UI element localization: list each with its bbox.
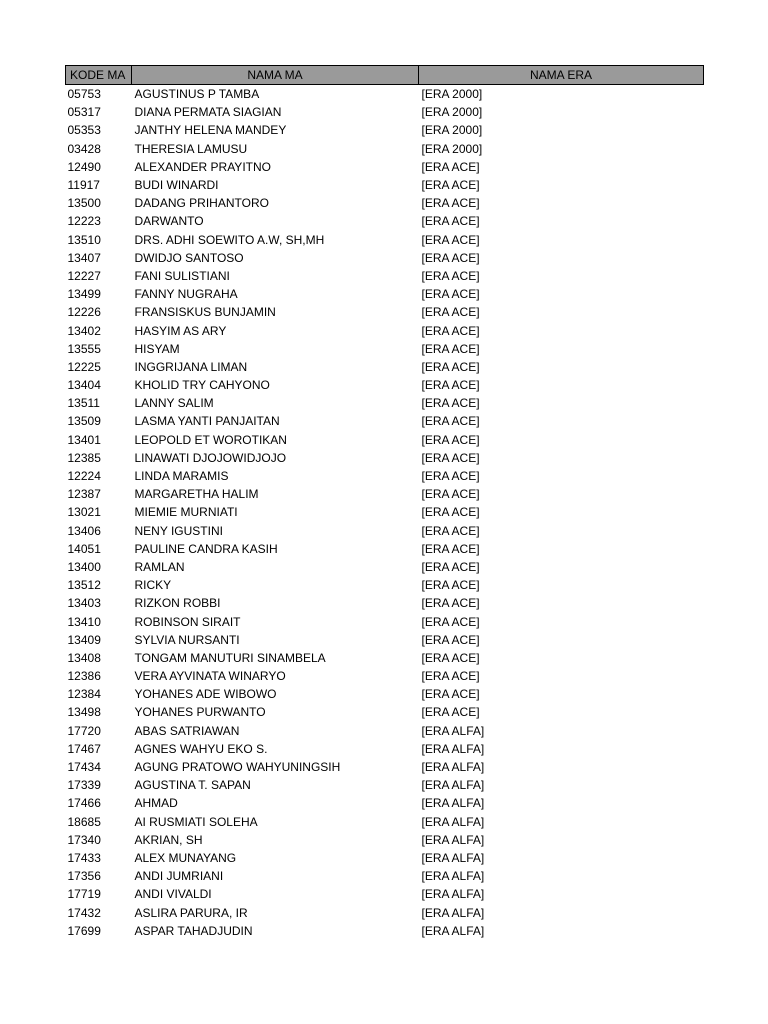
cell-kode-ma: 05753 (67, 87, 101, 102)
cell-nama-ma: ANDI JUMRIANI (134, 869, 224, 884)
table-row (66, 158, 704, 176)
cell-kode-ma: 13409 (67, 632, 101, 647)
table-row (66, 522, 704, 540)
cell-nama-ma: SYLVIA NURSANTI (134, 632, 240, 647)
table-row (66, 176, 704, 194)
data-table (65, 65, 704, 940)
cell-nama-ma: ASPAR TAHADJUDIN (134, 923, 253, 938)
header-nama-ma: NAMA MA (132, 66, 419, 85)
table-row (66, 667, 704, 685)
table-row (66, 794, 704, 812)
cell-kode-ma: 13403 (67, 596, 101, 611)
cell-nama-ma: DWIDJO SANTOSO (134, 250, 244, 265)
cell-nama-era: [ERA ACE] (421, 214, 480, 229)
cell-kode-ma: 13406 (67, 523, 101, 538)
cell-nama-era: [ERA ACE] (421, 178, 480, 193)
cell-kode-ma: 13402 (67, 323, 101, 338)
cell-nama-ma: AGUNG PRATOWO WAHYUNINGSIH (134, 760, 341, 775)
header-row (66, 66, 704, 85)
cell-nama-era: [ERA ACE] (421, 469, 480, 484)
cell-nama-era: [ERA ACE] (421, 505, 480, 520)
cell-kode-ma: 12223 (67, 214, 101, 229)
cell-nama-ma: ANDI VIVALDI (134, 887, 212, 902)
table-row (66, 558, 704, 576)
cell-nama-era: [ERA ACE] (421, 250, 480, 265)
cell-nama-era: [ERA ACE] (421, 323, 480, 338)
cell-nama-ma: BUDI WINARDI (134, 178, 219, 193)
cell-nama-era: [ERA ACE] (421, 287, 480, 302)
cell-nama-ma: RIZKON ROBBI (134, 596, 221, 611)
cell-nama-ma: AGUSTINA T. SAPAN (134, 778, 251, 793)
table-row (66, 813, 704, 831)
cell-nama-era: [ERA ACE] (421, 432, 480, 447)
table-row (66, 103, 704, 121)
cell-nama-ma: ALEX MUNAYANG (134, 850, 237, 865)
cell-kode-ma: 12384 (67, 687, 101, 702)
cell-nama-era: [ERA ACE] (421, 396, 480, 411)
cell-nama-era: [ERA ALFA] (421, 796, 485, 811)
table-row (66, 722, 704, 740)
cell-kode-ma: 12224 (67, 469, 101, 484)
table-row (66, 449, 704, 467)
cell-nama-era: [ERA ACE] (421, 232, 480, 247)
cell-nama-ma: AKRIAN, SH (134, 832, 203, 847)
cell-kode-ma: 13499 (67, 287, 101, 302)
cell-nama-ma: FANI SULISTIANI (134, 268, 230, 283)
cell-kode-ma: 03428 (67, 141, 101, 156)
table-row (66, 540, 704, 558)
table-row (66, 740, 704, 758)
cell-nama-era: [ERA ACE] (421, 596, 480, 611)
cell-nama-era: [ERA ACE] (421, 523, 480, 538)
table-row (66, 121, 704, 139)
table-row (66, 503, 704, 521)
cell-nama-era: [ERA ACE] (421, 687, 480, 702)
cell-nama-ma: AI RUSMIATI SOLEHA (134, 814, 258, 829)
cell-nama-ma: AGNES WAHYU EKO S. (134, 741, 268, 756)
cell-nama-ma: MARGARETHA HALIM (134, 487, 259, 502)
table-row (66, 631, 704, 649)
table-row (66, 867, 704, 885)
cell-nama-ma: ROBINSON SIRAIT (134, 614, 241, 629)
spreadsheet-sheet (65, 65, 703, 940)
cell-nama-ma: INGGRIJANA LIMAN (134, 359, 248, 374)
table-row (66, 358, 704, 376)
cell-nama-era: [ERA 2000] (421, 141, 483, 156)
table-row (66, 776, 704, 794)
table-row (66, 885, 704, 903)
cell-kode-ma: 12386 (67, 669, 101, 684)
cell-nama-era: [ERA ACE] (421, 159, 480, 174)
cell-nama-ma: YOHANES PURWANTO (134, 705, 266, 720)
cell-nama-era: [ERA ACE] (421, 614, 480, 629)
cell-kode-ma: 13407 (67, 250, 101, 265)
cell-nama-ma: KHOLID TRY CAHYONO (134, 378, 270, 393)
cell-kode-ma: 13400 (67, 559, 101, 574)
cell-kode-ma: 17466 (67, 796, 101, 811)
cell-kode-ma: 17719 (67, 887, 101, 902)
table-row (66, 594, 704, 612)
cell-nama-era: [ERA ALFA] (421, 723, 485, 738)
cell-nama-ma: HISYAM (134, 341, 180, 356)
cell-kode-ma: 13512 (67, 578, 101, 593)
cell-nama-ma: YOHANES ADE WIBOWO (134, 687, 277, 702)
cell-nama-ma: PAULINE CANDRA KASIH (134, 541, 278, 556)
cell-nama-ma: LINAWATI DJOJOWIDJOJO (134, 450, 287, 465)
cell-nama-era: [ERA ACE] (421, 196, 480, 211)
cell-nama-ma: HASYIM AS ARY (134, 323, 227, 338)
cell-kode-ma: 18685 (67, 814, 101, 829)
cell-nama-ma: DADANG PRIHANTORO (134, 196, 269, 211)
table-row (66, 612, 704, 630)
cell-nama-ma: ALEXANDER PRAYITNO (134, 159, 271, 174)
cell-nama-era: [ERA ACE] (421, 378, 480, 393)
table-row (66, 267, 704, 285)
table-row (66, 485, 704, 503)
table-row (66, 140, 704, 158)
table-row (66, 649, 704, 667)
cell-nama-ma: RICKY (134, 578, 172, 593)
table-row (66, 412, 704, 430)
cell-kode-ma: 12226 (67, 305, 101, 320)
table-row (66, 394, 704, 412)
cell-nama-era: [ERA ACE] (421, 450, 480, 465)
cell-nama-era: [ERA ALFA] (421, 869, 485, 884)
table-row (66, 194, 704, 212)
cell-kode-ma: 13410 (67, 614, 101, 629)
cell-kode-ma: 05317 (67, 105, 101, 120)
cell-nama-era: [ERA ACE] (421, 650, 480, 665)
cell-kode-ma: 12225 (67, 359, 101, 374)
table-row (66, 685, 704, 703)
cell-nama-ma: RAMLAN (134, 559, 185, 574)
cell-nama-ma: NENY IGUSTINI (134, 523, 223, 538)
cell-nama-ma: LINDA MARAMIS (134, 469, 229, 484)
cell-nama-era: [ERA ACE] (421, 541, 480, 556)
cell-nama-era: [ERA 2000] (421, 87, 483, 102)
cell-nama-era: [ERA ACE] (421, 578, 480, 593)
cell-nama-ma: VERA AYVINATA WINARYO (134, 669, 286, 684)
cell-nama-era: [ERA 2000] (421, 105, 483, 120)
cell-nama-era: [ERA 2000] (421, 123, 483, 138)
table-row (66, 758, 704, 776)
table-row (66, 467, 704, 485)
cell-nama-era: [ERA ACE] (421, 487, 480, 502)
cell-kode-ma: 17356 (67, 869, 101, 884)
cell-nama-era: [ERA ACE] (421, 268, 480, 283)
cell-nama-ma: AGUSTINUS P TAMBA (134, 87, 260, 102)
cell-kode-ma: 13498 (67, 705, 101, 720)
cell-kode-ma: 17699 (67, 923, 101, 938)
table-row (66, 231, 704, 249)
cell-nama-ma: LANNY SALIM (134, 396, 214, 411)
cell-nama-ma: JANTHY HELENA MANDEY (134, 123, 287, 138)
cell-kode-ma: 12387 (67, 487, 101, 502)
cell-nama-era: [ERA ALFA] (421, 760, 485, 775)
cell-nama-era: [ERA ACE] (421, 341, 480, 356)
cell-nama-ma: AHMAD (134, 796, 178, 811)
cell-kode-ma: 13021 (67, 505, 101, 520)
table-row (66, 703, 704, 721)
cell-kode-ma: 13500 (67, 196, 101, 211)
cell-kode-ma: 13511 (67, 396, 100, 411)
cell-kode-ma: 11917 (67, 178, 100, 193)
table-row (66, 340, 704, 358)
cell-nama-ma: ASLIRA PARURA, IR (134, 905, 248, 920)
cell-nama-ma: DARWANTO (134, 214, 204, 229)
cell-kode-ma: 13555 (67, 341, 101, 356)
cell-nama-ma: LASMA YANTI PANJAITAN (134, 414, 280, 429)
cell-kode-ma: 17467 (67, 741, 101, 756)
header-kode-ma: KODE MA (66, 66, 132, 85)
cell-kode-ma: 12385 (67, 450, 101, 465)
cell-kode-ma: 13401 (67, 432, 101, 447)
cell-kode-ma: 12227 (67, 268, 101, 283)
table-row (66, 576, 704, 594)
cell-nama-ma: THERESIA LAMUSU (134, 141, 248, 156)
cell-nama-era: [ERA ACE] (421, 669, 480, 684)
table-row (66, 321, 704, 339)
cell-kode-ma: 13408 (67, 650, 101, 665)
cell-nama-ma: MIEMIE MURNIATI (134, 505, 238, 520)
cell-nama-ma: ABAS SATRIAWAN (134, 723, 240, 738)
header-nama-era: NAMA ERA (419, 66, 704, 85)
table-row (66, 285, 704, 303)
cell-kode-ma: 13404 (67, 378, 101, 393)
cell-nama-era: [ERA ALFA] (421, 850, 485, 865)
table-row (66, 849, 704, 867)
cell-kode-ma: 17339 (67, 778, 101, 793)
cell-kode-ma: 17433 (67, 850, 101, 865)
cell-nama-era: [ERA ACE] (421, 559, 480, 574)
table-row (66, 431, 704, 449)
cell-kode-ma: 12490 (67, 159, 101, 174)
cell-nama-era: [ERA ALFA] (421, 778, 485, 793)
cell-nama-era: [ERA ALFA] (421, 905, 485, 920)
cell-nama-era: [ERA ALFA] (421, 887, 485, 902)
table-row (66, 249, 704, 267)
cell-nama-era: [ERA ALFA] (421, 923, 485, 938)
table-row (66, 922, 704, 940)
table-body (66, 85, 704, 940)
cell-nama-ma: DIANA PERMATA SIAGIAN (134, 105, 282, 120)
cell-nama-era: [ERA ACE] (421, 705, 480, 720)
table-row (66, 903, 704, 921)
cell-nama-era: [ERA ACE] (421, 632, 480, 647)
table-row (66, 376, 704, 394)
table-row (66, 831, 704, 849)
cell-nama-ma: FRANSISKUS BUNJAMIN (134, 305, 276, 320)
table-row (66, 212, 704, 230)
table-row (66, 85, 704, 104)
cell-kode-ma: 13510 (67, 232, 101, 247)
cell-nama-era: [ERA ALFA] (421, 741, 485, 756)
cell-nama-era: [ERA ACE] (421, 359, 480, 374)
cell-kode-ma: 17432 (67, 905, 101, 920)
cell-kode-ma: 17434 (67, 760, 101, 775)
cell-kode-ma: 13509 (67, 414, 101, 429)
cell-nama-era: [ERA ACE] (421, 305, 480, 320)
cell-kode-ma: 14051 (67, 541, 101, 556)
cell-nama-ma: LEOPOLD ET WOROTIKAN (134, 432, 287, 447)
cell-nama-ma: FANNY NUGRAHA (134, 287, 238, 302)
cell-kode-ma: 05353 (67, 123, 101, 138)
cell-nama-ma: DRS. ADHI SOEWITO A.W, SH,MH (134, 232, 325, 247)
cell-kode-ma: 17340 (67, 832, 101, 847)
cell-nama-era: [ERA ACE] (421, 414, 480, 429)
cell-nama-ma: TONGAM MANUTURI SINAMBELA (134, 650, 326, 665)
cell-nama-era: [ERA ALFA] (421, 832, 485, 847)
cell-kode-ma: 17720 (67, 723, 101, 738)
cell-nama-era: [ERA ALFA] (421, 814, 485, 829)
table-row (66, 303, 704, 321)
